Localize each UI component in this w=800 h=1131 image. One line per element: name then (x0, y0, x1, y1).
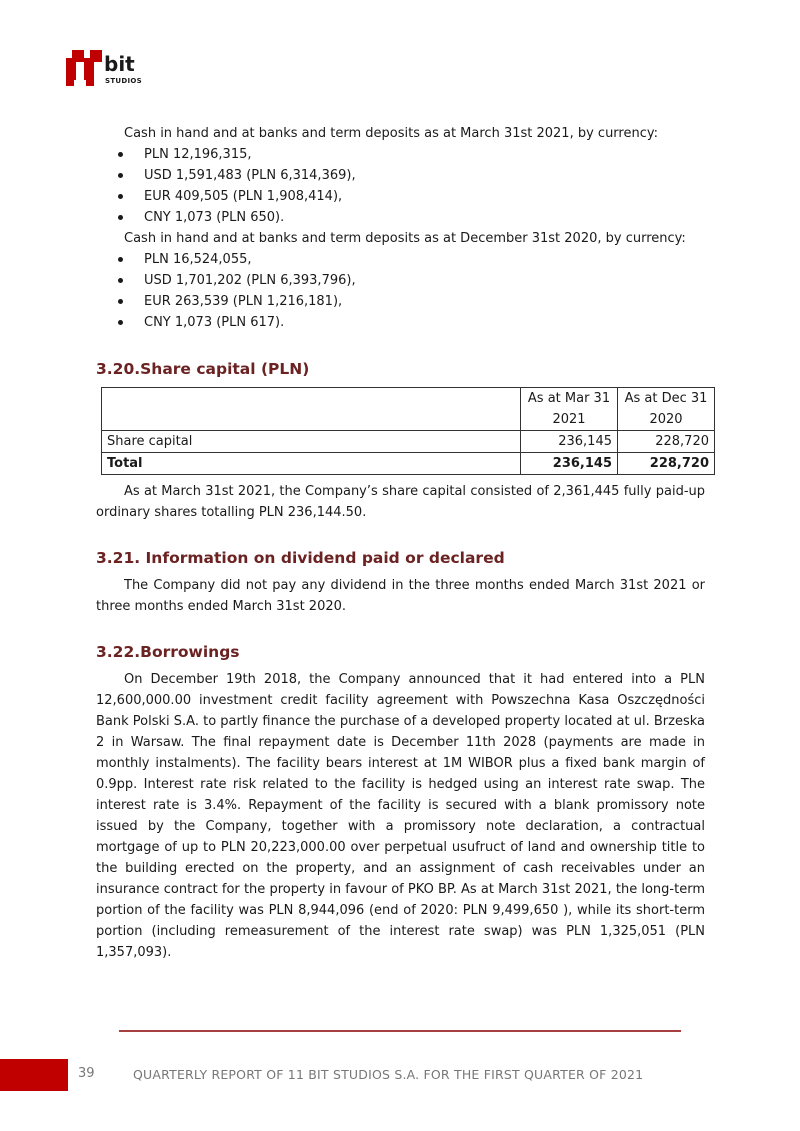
footer-divider (119, 1030, 681, 1032)
total-value: 228,720 (618, 453, 715, 475)
share-capital-heading: 3.20.Share capital (PLN) (96, 360, 310, 378)
list-item: USD 1,591,483 (PLN 6,314,369), (96, 165, 705, 186)
cash-lead-2021: Cash in hand and at banks and term deposits as at March 31st 2021, by currency: (124, 126, 658, 141)
cell-value: 228,720 (618, 431, 715, 453)
list-item: USD 1,701,202 (PLN 6,393,796), (96, 270, 705, 291)
cell-value: 236,145 (521, 431, 618, 453)
list-item: CNY 1,073 (PLN 650). (96, 207, 705, 228)
cash-section (96, 123, 705, 333)
list-item: EUR 263,539 (PLN 1,216,181), (96, 291, 705, 312)
logo-mark-icon (66, 50, 104, 88)
page-number: 39 (78, 1066, 95, 1081)
row-label: Share capital (102, 431, 521, 453)
share-capital-note: As at March 31st 2021, the Company’s share capital consisted of 2,361,445 fully paid-up ordinary shares totalling PLN 236,144.50. (96, 484, 705, 520)
dividend-text: The Company did not pay any dividend in the three months ended March 31st 2021 or three months ended March 31st 2020. (96, 578, 705, 614)
footer-text: QUARTERLY REPORT OF 11 BIT STUDIOS S.A. FOR THE FIRST QUARTER OF 2021 (133, 1067, 644, 1082)
borrowings-heading: 3.22.Borrowings (96, 643, 240, 661)
footer-accent-block (0, 1059, 68, 1091)
logo-subtitle: STUDIOS (105, 77, 143, 85)
total-label: Total (102, 453, 521, 475)
table-header-empty (102, 388, 521, 431)
borrowings-text: On December 19th 2018, the Company announced that it had entered into a PLN 12,600,000.00 investment credit facility agreement with Powszechna Kasa Oszczędności Bank Polski S.A. to partly finance the purchase of a developed property located at ul. Brzeska 2 in Warsaw. The final repayment date is December 11th 2028 (payments are made in monthly instalments). The facility bears interest at 1M WIBOR plus a fixed bank margin of 0.9pp. Interest rate risk related to the facility is hedged using an interest rate swap. The interest rate is 3.4%. Repayment of the facility is secured with a blank promissory note issued by the Company, together with a promissory note declaration, a contractual mortgage of up to PLN 20,223,000.00 over perpetual usufruct of land and ownership title to the building erected on the property, and an assignment of cash receivables under an insurance contract for the property in favour of PKO BP. As at March 31st 2021, the long-term portion of the facility was PLN 8,944,096 (end of 2020: PLN 9,499,650 ), while its short-term portion (including remeasurement of the interest rate swap) was PLN 1,325,051 (PLN 1,357,093). (96, 672, 705, 960)
list-item: PLN 12,196,315, (96, 144, 705, 165)
total-value: 236,145 (521, 453, 618, 475)
logo-wordmark: bit (104, 52, 135, 76)
company-logo (66, 50, 148, 92)
column-header-mar-2021: As at Mar 31 2021 (521, 388, 618, 431)
table-row (102, 431, 715, 453)
table-total-row (102, 453, 715, 475)
share-capital-table (101, 387, 715, 475)
cash-list-2021 (96, 144, 705, 228)
list-item: PLN 16,524,055, (96, 249, 705, 270)
list-item: CNY 1,073 (PLN 617). (96, 312, 705, 333)
list-item: EUR 409,505 (PLN 1,908,414), (96, 186, 705, 207)
dividend-heading: 3.21. Information on dividend paid or declared (96, 549, 505, 567)
cash-lead-2020: Cash in hand and at banks and term deposits as at December 31st 2020, by currency: (124, 231, 686, 246)
cash-list-2020 (96, 249, 705, 333)
column-header-dec-2020: As at Dec 31 2020 (618, 388, 715, 431)
table-header-row (102, 388, 715, 431)
